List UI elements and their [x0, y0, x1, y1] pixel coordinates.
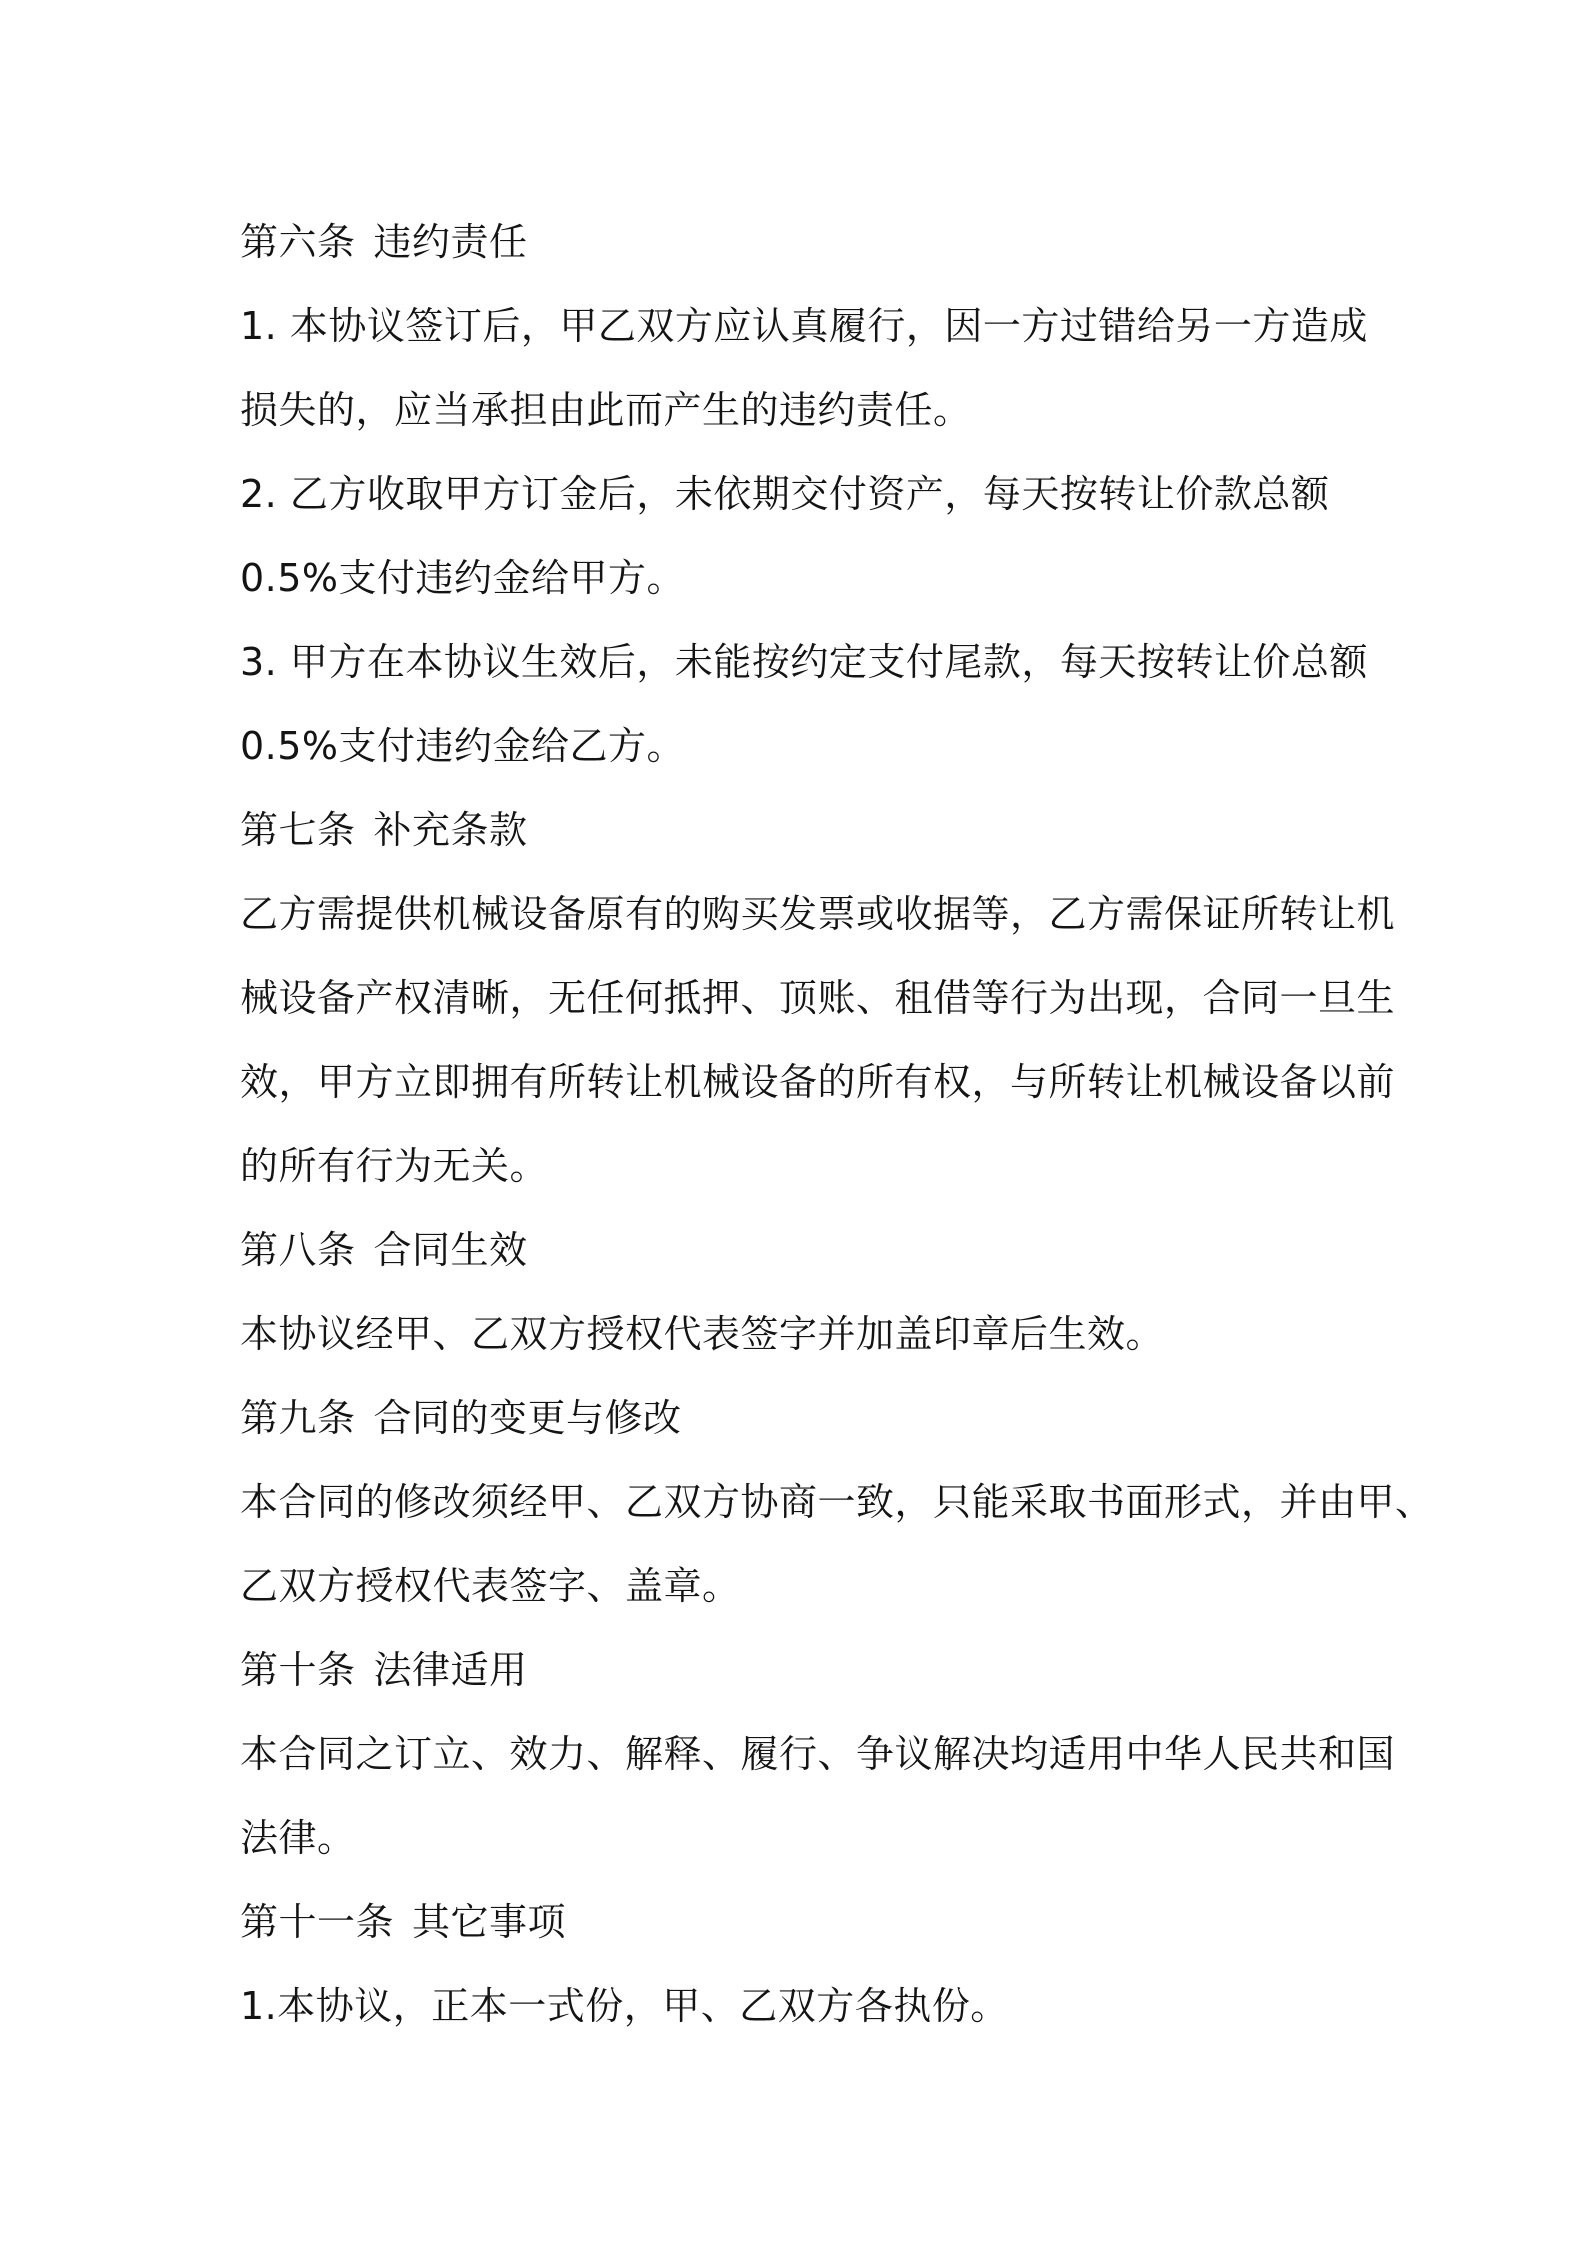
article-11-heading [240, 1880, 1360, 1964]
article-title: 合同生效 [373, 1228, 528, 1272]
article-7-heading [240, 788, 1360, 872]
paragraph-line: 本合同之订立、效力、解释、履行、争议解决均适用中华人民共和国 [240, 1732, 1396, 1776]
paragraph-line: 法律。 [240, 1816, 356, 1860]
article-8-heading [240, 1208, 1360, 1292]
article-number: 第六条 [240, 220, 356, 264]
paragraph-line: 械设备产权清晰，无任何抵押、顶账、租借等行为出现，合同一旦生 [240, 976, 1396, 1020]
article-10-heading [240, 1628, 1360, 1712]
article-6-heading [240, 200, 1360, 284]
article-title: 法律适用 [373, 1648, 528, 1692]
article-title: 违约责任 [373, 220, 528, 264]
paragraph-line: 3. 甲方在本协议生效后，未能按约定支付尾款，每天按转让价总额 [240, 640, 1368, 684]
paragraph-line: 0.5%支付违约金给乙方。 [240, 724, 686, 768]
paragraph-line: 乙方需提供机械设备原有的购买发票或收据等，乙方需保证所转让机 [240, 892, 1396, 936]
paragraph-line: 效，甲方立即拥有所转让机械设备的所有权，与所转让机械设备以前 [240, 1060, 1396, 1104]
article-number: 第九条 [240, 1396, 356, 1440]
article-title: 合同的变更与修改 [373, 1396, 682, 1440]
paragraph-line: 1. 本协议签订后，甲乙双方应认真履行，因一方过错给另一方造成 [240, 304, 1368, 348]
article-number: 第八条 [240, 1228, 356, 1272]
paragraph-line: 本合同的修改须经甲、乙双方协商一致，只能采取书面形式，并由甲、 [240, 1480, 1434, 1524]
article-title: 其它事项 [412, 1900, 567, 1944]
paragraph-line: 1.本协议，正本一式份，甲、乙双方各执份。 [240, 1984, 1009, 2028]
article-number: 第十一条 [240, 1900, 395, 1944]
paragraph-line: 本协议经甲、乙双方授权代表签字并加盖印章后生效。 [240, 1312, 1165, 1356]
paragraph-line: 损失的，应当承担由此而产生的违约责任。 [240, 388, 972, 432]
paragraph-line: 乙双方授权代表签字、盖章。 [240, 1564, 741, 1608]
article-number: 第十条 [240, 1648, 356, 1692]
article-title: 补充条款 [373, 808, 528, 852]
paragraph-line: 的所有行为无关。 [240, 1144, 549, 1188]
paragraph-line: 0.5%支付违约金给甲方。 [240, 556, 686, 600]
article-number: 第七条 [240, 808, 356, 852]
article-9-heading [240, 1376, 1360, 1460]
document-body [240, 200, 1434, 2048]
paragraph-line: 2. 乙方收取甲方订金后，未依期交付资产，每天按转让价款总额 [240, 472, 1330, 516]
